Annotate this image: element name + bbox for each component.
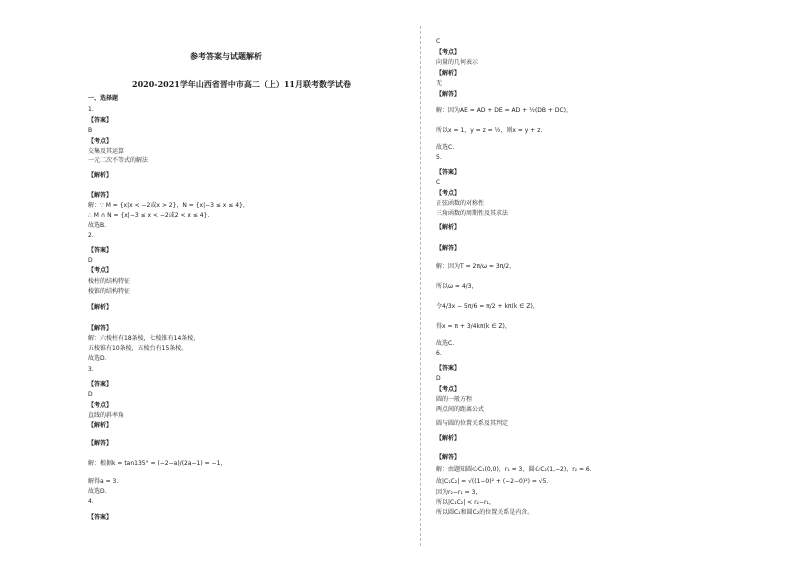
section-heading: 【解答】 [88, 325, 113, 332]
text-line: 一元二次不等式的解法 [88, 157, 149, 164]
section-heading: 【解答】 [436, 245, 461, 252]
section-heading: 【解析】 [88, 304, 113, 311]
text-line: 令4/3x − 5π/6 = π/2 + kπ(k ∈ Z)， [436, 303, 539, 310]
section-heading: 【考点】 [88, 267, 113, 274]
text-line: 2. [88, 232, 94, 239]
text-line: 解：根据k = tan135° = (−2−a)/(2a−1) = −1， [88, 460, 227, 467]
section-heading: 【解析】 [436, 224, 461, 231]
text-line: 故选B. [88, 222, 107, 229]
text-line: 因为r₂−r₁ = 3， [436, 489, 482, 496]
section-heading: 【解析】 [88, 172, 113, 179]
text-line: 直线的斜率角 [88, 412, 125, 419]
section-heading: 【解析】 [436, 435, 461, 442]
text-line: 圆与圆的位置关系及其判定 [436, 420, 509, 427]
text-line: 正弦函数的对称性 [436, 200, 485, 207]
text-line: 解：由题知圆心C₁(0,0)，r₁ = 3，圆心C₂(1,−2)，r₂ = 6. [436, 466, 592, 473]
column-divider [420, 26, 422, 546]
text-line: 解得a = 3. [88, 478, 119, 485]
section-heading: 【解答】 [436, 91, 461, 98]
text-line: 交集及其运算 [88, 148, 125, 155]
section-heading: 【考点】 [436, 49, 461, 56]
text-line: 故选C. [436, 340, 455, 347]
text-line: D [436, 375, 441, 382]
section-heading: 【答案】 [88, 514, 113, 521]
text-line: 解：∵ M = {x|x < −2或x > 2}，N = {x|−3 ≤ x ≤ 4}， [88, 202, 249, 209]
text-line: 所以|C₁C₂| < r₂−r₁， [436, 499, 495, 506]
text-line: 解：六棱柱有18条棱，七棱锥有14条棱， [88, 335, 200, 342]
section-heading: 【答案】 [436, 169, 461, 176]
text-line: 棱锥的结构特征 [88, 288, 131, 295]
text-line: B [88, 127, 93, 134]
section-heading: 【解析】 [88, 422, 113, 429]
text-line: 所以ω = 4/3， [436, 283, 478, 290]
text-line: 故选D. [88, 488, 107, 495]
text-line: 棱柱的结构特征 [88, 278, 131, 285]
section-heading: 【解答】 [88, 192, 113, 199]
text-line: 三角函数的周期性及其求法 [436, 210, 509, 217]
text-line: 6. [436, 350, 442, 357]
text-line: 1. [88, 106, 94, 113]
text-line: 5. [436, 154, 442, 161]
section-heading: 【解析】 [436, 70, 461, 77]
section-heading: 【答案】 [88, 117, 113, 124]
section-heading: 【考点】 [88, 402, 113, 409]
section-heading: 【答案】 [436, 365, 461, 372]
text-line: ∴ M ∩ N = {x|−3 ≤ x < −2或2 < x ≤ 4}. [88, 212, 210, 219]
text-line: 无 [436, 80, 443, 87]
section-heading: 【解答】 [88, 440, 113, 447]
section-heading: 【考点】 [88, 138, 113, 145]
section-heading: 【答案】 [88, 381, 113, 388]
text-line: 4. [88, 498, 94, 505]
text-line: 五棱锥有10条棱，五棱台有15条棱。 [88, 345, 188, 352]
text-line: 两点间的距离公式 [436, 406, 485, 413]
text-line: 故选D. [88, 355, 107, 362]
text-line: 3. [88, 366, 94, 373]
text-line: D [88, 257, 93, 264]
text-line: 所以圆C₁和圆C₂的位置关系是内含。 [436, 509, 534, 516]
text-line: 故|C₁C₂| = √((1−0)² + (−2−0)²) = √5. [436, 478, 549, 485]
page-title: 参考答案与试题解析 [190, 51, 262, 61]
text-line: 故选C. [436, 144, 455, 151]
text-line: 解：因为AE = AD + DE = AD + ½(DB + DC)， [436, 107, 573, 114]
text-line: C [436, 38, 441, 45]
text-line: C [436, 179, 441, 186]
text-line: 向量的几何表示 [436, 59, 479, 66]
section-heading: 【解答】 [436, 454, 461, 461]
exam-title: 2020-2021学年山西省晋中市高二（上）11月联考数学试卷 [132, 79, 351, 89]
section-heading: 【考点】 [436, 190, 461, 197]
text-line: 解：因为T = 2π/ω = 3π/2， [436, 263, 516, 270]
section-heading: 一、选择题 [88, 95, 119, 102]
text-line: 得x = π + 3/4kπ(k ∈ Z)， [436, 323, 511, 330]
text-line: D [88, 391, 93, 398]
section-heading: 【考点】 [436, 386, 461, 393]
section-heading: 【答案】 [88, 247, 113, 254]
text-line: 圆的一般方程 [436, 396, 473, 403]
text-line: 所以x = 1，y = z = ½，则x = y + z. [436, 127, 543, 134]
